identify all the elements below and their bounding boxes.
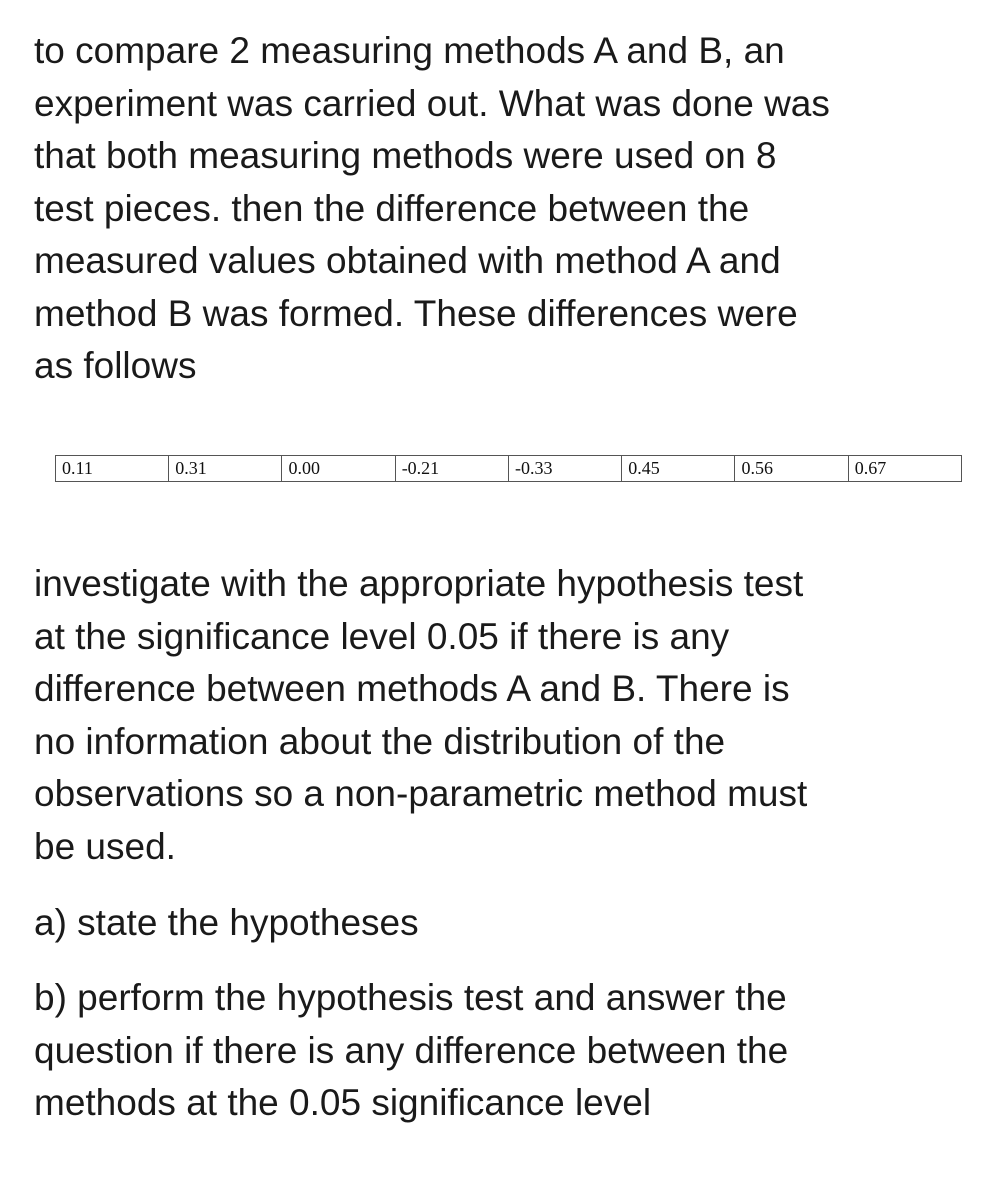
text-line: no information about the distribution of the <box>34 720 726 762</box>
intro-paragraph <box>34 25 830 393</box>
table-cell: 0.11 <box>56 456 169 482</box>
question-a <box>34 897 419 950</box>
table-cell: -0.33 <box>508 456 621 482</box>
text-line: difference between methods A and B. There is <box>34 668 790 709</box>
table-cell: 0.67 <box>848 456 961 482</box>
text-line: observations so a non-parametric method must <box>34 773 808 814</box>
text-line: question if there is any difference between the <box>34 1029 789 1071</box>
table-cell: 0.56 <box>735 456 848 482</box>
text-line: test pieces. then the difference between the <box>34 187 750 229</box>
text-line: be used. <box>34 825 176 867</box>
table-cell: 0.00 <box>282 456 395 482</box>
text-line: methods at the 0.05 significance level <box>34 1082 652 1123</box>
text-line: a) state the hypotheses <box>34 902 419 943</box>
text-line: measured values obtained with method A and <box>34 240 781 281</box>
text-line: b) perform the hypothesis test and answer the <box>34 977 787 1018</box>
text-line: experiment was carried out. What was done was <box>34 82 830 124</box>
table-row <box>56 456 962 482</box>
table-cell: -0.21 <box>395 456 508 482</box>
question-b <box>34 972 788 1130</box>
differences-table <box>55 455 962 482</box>
table-cell: 0.31 <box>169 456 282 482</box>
text-line: to compare 2 measuring methods A and B, an <box>34 30 785 71</box>
text-line: at the significance level 0.05 if there is any <box>34 615 730 657</box>
text-line: that both measuring methods were used on 8 <box>34 135 777 176</box>
text-line: method B was formed. These differences were <box>34 292 798 334</box>
table-cell: 0.45 <box>622 456 735 482</box>
text-line: as follows <box>34 345 197 386</box>
text-line: investigate with the appropriate hypothesis test <box>34 563 804 604</box>
task-paragraph <box>34 558 807 873</box>
